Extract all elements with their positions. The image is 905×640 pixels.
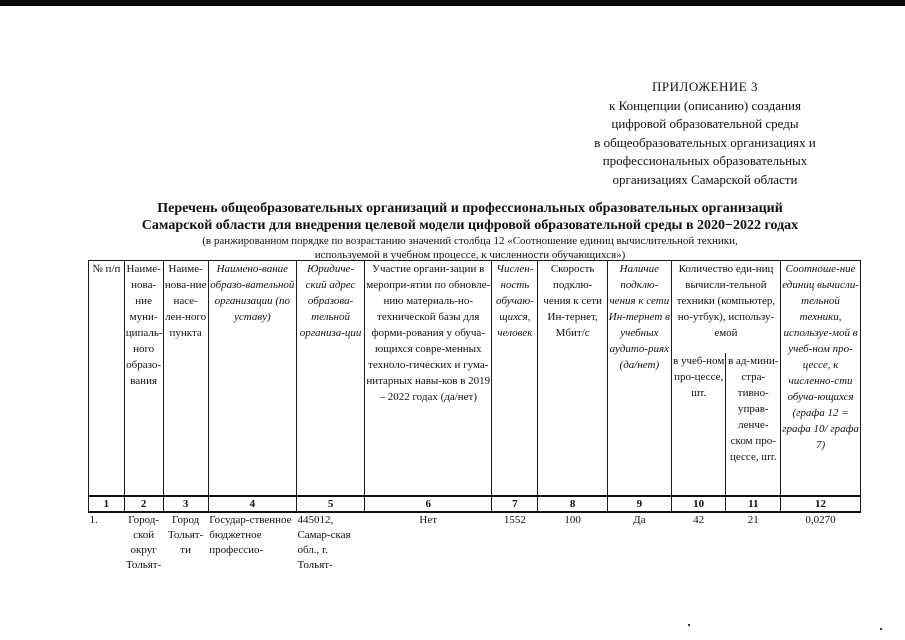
organizations-table [88, 260, 861, 583]
appendix-line: цифровой образовательной среды [611, 116, 799, 131]
column-number: 3 [163, 496, 208, 512]
column-number: 1 [89, 496, 125, 512]
column-number: 10 [671, 496, 726, 512]
col-header-address: Юридиче-ский адрес образова-тельной организа-ции [296, 261, 364, 497]
appendix-line: к Концепции (описанию) создания [609, 97, 801, 113]
col-header-number: № п/п [89, 261, 125, 497]
cell-ratio: 0,0270 [805, 514, 836, 526]
col-header-speed: Скорость подклю-чения к сети Ин-тернет, Мбит/с [538, 261, 607, 497]
scan-speck [880, 628, 882, 630]
cell-number: 1. [89, 514, 98, 526]
column-number: 5 [296, 496, 364, 512]
appendix-line: профессиональных образовательных [602, 153, 808, 168]
appendix-line: в общеобразовательных организациях и [594, 134, 816, 150]
col-header-units-group: Количество еди-ниц вычисли-тельной техники (компьютер, но-утбук), использу-емой [671, 261, 780, 353]
col-header-admin-units: в ад-мини-стра-тивно-управ-ленче-ском про-цессе, шт. [726, 353, 781, 496]
cell-edu-units: 42 [693, 514, 705, 526]
cell-internet: Да [633, 514, 646, 526]
heading-title-line-1: Перечень общеобразовательных организаций и профессиональных образовательных организаций [157, 201, 783, 216]
column-number: 9 [607, 496, 671, 512]
cell-students: 1552 [503, 514, 526, 526]
header-row [89, 261, 861, 353]
column-number: 11 [726, 496, 781, 512]
column-number: 6 [365, 496, 492, 512]
col-header-locality: Наиме-нова-ние насе-лен-ного пункта [163, 261, 208, 497]
col-header-municipality: Наиме-нова-ние муни-ципаль-ного образо-вания [124, 261, 163, 497]
cell-address: 445012, Самар-ская обл., г. Тольят- [297, 514, 351, 571]
appendix-line: организациях Самарской области [612, 171, 798, 187]
column-number: 12 [781, 496, 861, 512]
heading-subtitle-line-2: используемой в учебном процессе, к численности обучающихся») [314, 248, 626, 261]
column-number: 8 [538, 496, 607, 512]
col-header-ratio: Соотноше-ние единиц вычисли-тельной техники, используе-мой в учеб-ном про-цессе, к численно-сти обуча-ющихся (графа 12 = графа 10/ графа 7) [781, 261, 861, 497]
heading-subtitle-line-1: (в ранжированном порядке по возрастанию значений столбца 12 «Соотношение единиц вычислительной техники, [202, 235, 738, 247]
col-header-participation: Участие органи-зации в меропри-ятии по обновле-нию материаль-но-технической базы для форми-рования у обуча-ющихся совре-менных техноло-гических и гума-нитарных навы-ков в 2019 – 2022 годах (да/нет) [365, 261, 492, 497]
table-row [89, 512, 861, 583]
appendix-block [560, 78, 850, 189]
col-header-students: Числен-ность обучаю-щихся, человек [492, 261, 538, 497]
cell-speed: 100 [564, 514, 581, 526]
heading-title-line-2: Самарской области для внедрения целевой модели цифровой образовательной среды в 2020−2022 годах [141, 218, 799, 233]
col-header-edu-units: в учеб-ном про-цессе, шт. [671, 353, 726, 496]
col-header-organization: Наимено-вание образо-вательной организации (по уставу) [208, 261, 296, 497]
column-numbers-row [89, 496, 861, 512]
scan-speck [688, 624, 690, 626]
col-header-internet: Наличие подклю-чения к сети Ин-тернет в учебных аудито-риях (да/нет) [607, 261, 671, 497]
column-number: 7 [492, 496, 538, 512]
cell-municipality: Город-ской округ Тольят- [125, 514, 162, 571]
cell-organization: Государ-ственное бюджетное профессио- [209, 514, 292, 556]
top-scan-border [0, 0, 905, 6]
document-heading [90, 200, 850, 261]
column-number: 4 [208, 496, 296, 512]
appendix-title: ПРИЛОЖЕНИЕ 3 [652, 79, 758, 94]
cell-participation: Нет [419, 514, 438, 526]
cell-locality: Город Тольят-ти [167, 514, 204, 556]
cell-admin-units: 21 [747, 514, 759, 526]
column-number: 2 [124, 496, 163, 512]
